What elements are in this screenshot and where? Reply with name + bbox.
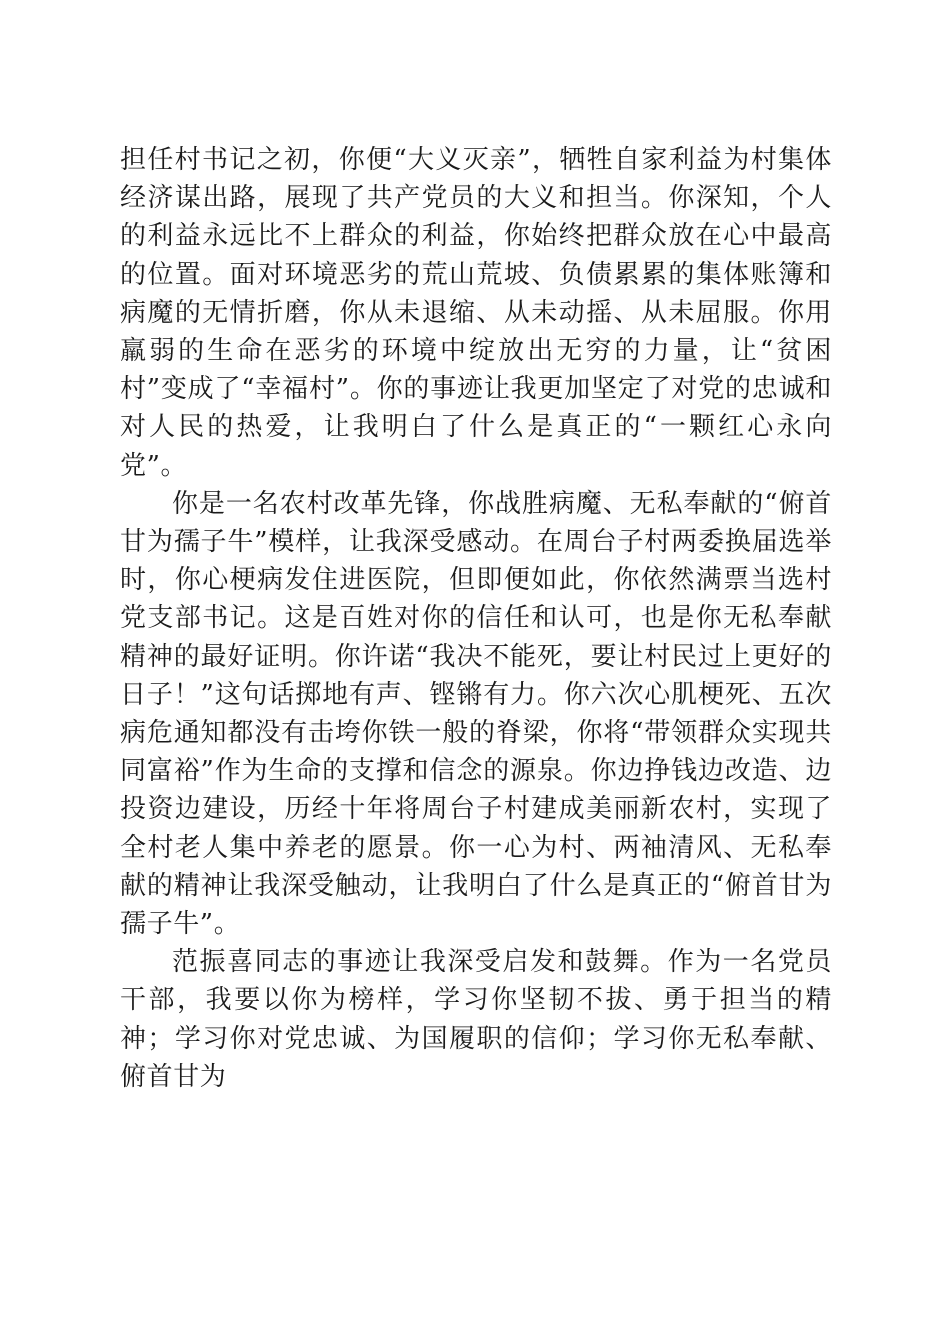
paragraph-1: 担任村书记之初，你便“大义灭亲”，牺牲自家利益为村集体经济谋出路，展现了共产党员的大义和担当。你深知，个人的利益永远比不上群众的利益，你始终把群众放在心中最高的位置。面对环境恶劣的荒山荒坡、负债累累的集体账簿和病魔的无情折磨，你从未退缩、从未动摇、从未屈服。你用羸弱的生命在恶劣的环境中绽放出无穷的力量，让“贫困村”变成了“幸福村”。你的事迹让我更加坚定了对党的忠诚和对人民的热爱，让我明白了什么是真正的“一颗红心永向党”。 bbox=[120, 145, 832, 481]
paragraph-2: 你是一名农村改革先锋，你战胜病魔、无私奉献的“俯首甘为孺子牛”模样，让我深受感动。在周台子村两委换届选举时，你心梗病发住进医院，但即便如此，你依然满票当选村党支部书记。这是百姓对你的信任和认可，也是你无私奉献精神的最好证明。你许诺“我决不能死，要让村民过上更好的日子！”这句话掷地有声、铿锵有力。你六次心肌梗死、五次病危通知都没有击垮你铁一般的脊梁，你将“带领群众实现共同富裕”作为生命的支撑和信念的源泉。你边挣钱边改造、边投资边建设，历经十年将周台子村建成美丽新农村，实现了全村老人集中养老的愿景。你一心为村、两袖清风、无私奉献的精神让我深受触动，让我明白了什么是真正的“俯首甘为孺子牛”。 bbox=[120, 488, 832, 940]
document-body bbox=[120, 141, 832, 1096]
paragraph-3: 范振喜同志的事迹让我深受启发和鼓舞。作为一名党员干部，我要以你为榜样，学习你坚韧不拔、勇于担当的精神；学习你对党忠诚、为国履职的信仰；学习你无私奉献、俯首甘为 bbox=[120, 947, 832, 1092]
